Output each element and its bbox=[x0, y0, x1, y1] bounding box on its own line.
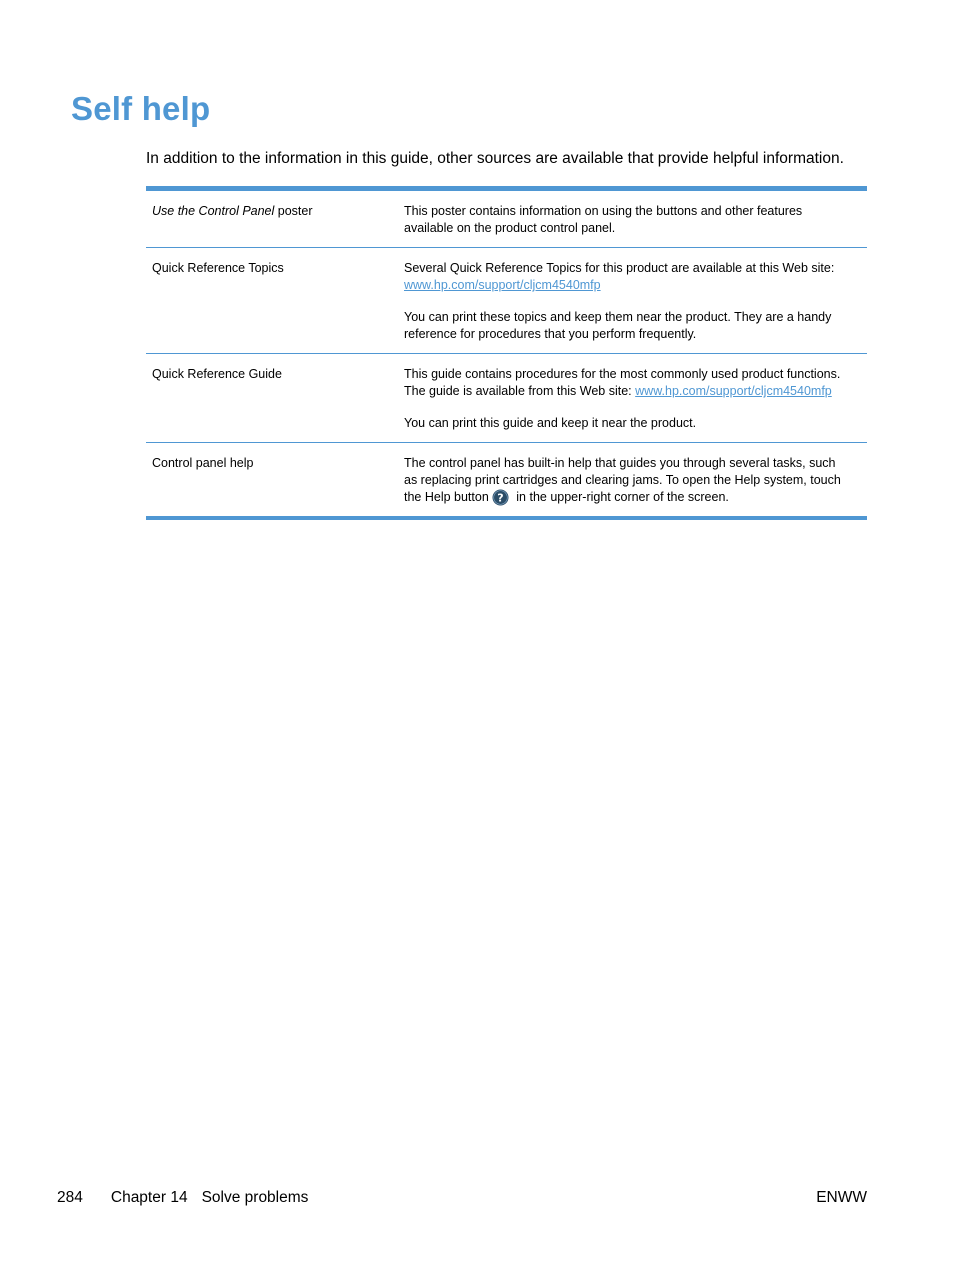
resource-cell: Quick Reference Topics bbox=[146, 248, 398, 354]
description-text: You can print this guide and keep it near the product. bbox=[404, 416, 697, 430]
description-text: You can print these topics and keep them near the product. They are a handy reference for procedures that you perform frequently. bbox=[404, 310, 832, 341]
table-row bbox=[146, 443, 867, 519]
support-link[interactable]: www.hp.com/support/cljcm4540mfp bbox=[635, 384, 832, 398]
description-cell bbox=[398, 248, 867, 354]
description-text bbox=[404, 260, 849, 294]
resource-cell: Quick Reference Guide bbox=[146, 354, 398, 443]
resource-cell: Control panel help bbox=[146, 443, 398, 519]
description-cell bbox=[398, 443, 867, 519]
resource-cell bbox=[146, 189, 398, 248]
chapter-label: Chapter 14 bbox=[110, 1189, 188, 1206]
page-title: Self help bbox=[71, 90, 211, 127]
description-tail: in the upper-right corner of the screen. bbox=[512, 490, 729, 504]
resource-italic-name: Use the Control Panel bbox=[152, 204, 275, 218]
description-text: This poster contains information on using the buttons and other features available on the product control panel. bbox=[404, 204, 803, 235]
description-cell bbox=[398, 189, 867, 248]
resource-name-suffix: poster bbox=[274, 204, 313, 218]
description-text bbox=[404, 455, 849, 506]
support-link[interactable]: www.hp.com/support/cljcm4540mfp bbox=[404, 278, 601, 292]
description-lead: The control panel has built-in help that guides you through several tasks, such as replacing print cartridges and clearing jams. To open the Help system, touch the Help button bbox=[404, 456, 841, 504]
page-footer bbox=[57, 1188, 308, 1208]
table-row bbox=[146, 248, 867, 354]
description-cell bbox=[398, 354, 867, 443]
table-row bbox=[146, 354, 867, 443]
page-number: 284 bbox=[57, 1189, 83, 1206]
description-text bbox=[404, 366, 849, 400]
intro-paragraph: In addition to the information in this guide, other sources are available that provide helpful information. bbox=[146, 150, 844, 167]
table-row bbox=[146, 189, 867, 248]
svg-text:?: ? bbox=[497, 491, 504, 505]
description-lead: Several Quick Reference Topics for this product are available at this Web site: bbox=[404, 261, 835, 275]
description-lead: This guide contains procedures for the most commonly used product functions. The guide is available from this Web site: bbox=[404, 367, 841, 398]
help-question-icon bbox=[492, 489, 509, 506]
doc-code: ENWW bbox=[816, 1189, 867, 1206]
chapter-title: Solve problems bbox=[201, 1189, 309, 1206]
self-help-table bbox=[146, 186, 867, 520]
